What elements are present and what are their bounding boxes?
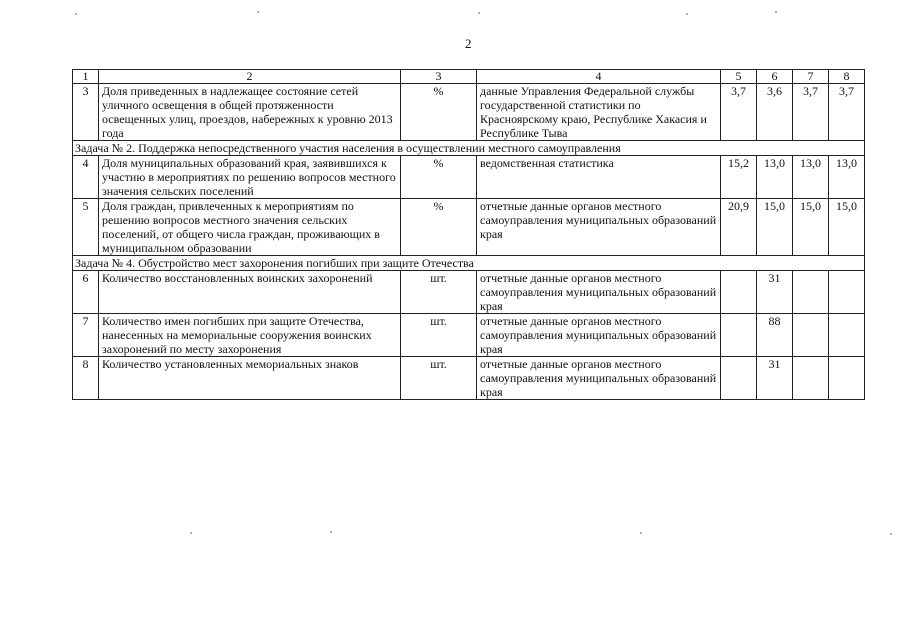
table-cell: 88 [757,314,793,357]
table-cell: 31 [757,357,793,400]
table-cell: Доля приведенных в надлежащее состояние сетей уличного освещения в общей протяженности освещенных улиц, проездов, набережных к уровню 2013 года [99,84,401,141]
scan-speck [257,11,259,13]
table-cell: 13,0 [757,156,793,199]
scan-speck [890,533,892,535]
scan-speck [686,13,688,15]
table-row [73,271,865,314]
scan-speck [75,13,77,15]
scan-speck [640,532,642,534]
table-row [73,357,865,400]
scan-speck [330,531,332,533]
table-row [73,199,865,256]
table-cell: отчетные данные органов местного самоуправления муниципальных образований края [477,199,721,256]
table-cell: % [401,156,477,199]
table-cell [829,314,865,357]
header-cell: 7 [793,70,829,84]
table-cell [721,271,757,314]
indicators-table [72,69,865,400]
page-number: 2 [465,36,472,51]
table-cell [793,271,829,314]
table-cell: Количество восстановленных воинских захоронений [99,271,401,314]
scan-speck [478,12,480,14]
table-cell: 15,0 [829,199,865,256]
header-cell: 5 [721,70,757,84]
task-heading: Задача № 4. Обустройство мест захоронения погибших при защите Отечества [73,256,865,271]
table-cell [829,271,865,314]
table-cell [793,314,829,357]
table-cell: 5 [73,199,99,256]
table-cell: % [401,84,477,141]
table-cell: ведомственная статистика [477,156,721,199]
task-row [73,141,865,156]
table-cell: 15,2 [721,156,757,199]
table-cell: 3,7 [829,84,865,141]
header-cell: 8 [829,70,865,84]
table-cell: 3 [73,84,99,141]
table-cell: Количество имен погибших при защите Отечества, нанесенных на мемориальные сооружения воинских захоронений по месту захоронения [99,314,401,357]
table-cell: 15,0 [757,199,793,256]
header-cell: 1 [73,70,99,84]
table-cell: отчетные данные органов местного самоуправления муниципальных образований края [477,314,721,357]
table-cell: шт. [401,357,477,400]
table-cell: 20,9 [721,199,757,256]
table-cell: 3,7 [721,84,757,141]
table-cell [793,357,829,400]
table-cell: 15,0 [793,199,829,256]
table-cell [721,314,757,357]
table-cell [829,357,865,400]
table-row [73,84,865,141]
table-cell: Доля муниципальных образований края, заявившихся к участию в мероприятиях по решению вопросов местного значения сельских поселений [99,156,401,199]
table-cell: отчетные данные органов местного самоуправления муниципальных образований края [477,357,721,400]
table-row [73,314,865,357]
header-cell: 2 [99,70,401,84]
table-row [73,156,865,199]
table-cell: шт. [401,314,477,357]
table-cell: шт. [401,271,477,314]
table-cell: 8 [73,357,99,400]
table-cell: 7 [73,314,99,357]
table-cell: % [401,199,477,256]
table-cell: Доля граждан, привлеченных к мероприятиям по решению вопросов местного значения сельских поселений, от общего числа граждан, проживающих в муниципальном образовании [99,199,401,256]
header-row [73,70,865,84]
scan-speck [190,532,192,534]
table-cell: 13,0 [829,156,865,199]
table-cell: 6 [73,271,99,314]
task-heading: Задача № 2. Поддержка непосредственного участия населения в осуществлении местного самоуправления [73,141,865,156]
table-cell: данные Управления Федеральной службы государственной статистики по Красноярскому краю, Республике Хакасия и Республике Тыва [477,84,721,141]
table-cell [721,357,757,400]
header-cell: 6 [757,70,793,84]
table-cell: 13,0 [793,156,829,199]
header-cell: 4 [477,70,721,84]
table-body [73,70,865,400]
header-cell: 3 [401,70,477,84]
task-row [73,256,865,271]
table-cell: отчетные данные органов местного самоуправления муниципальных образований края [477,271,721,314]
table-cell: 3,6 [757,84,793,141]
table-cell: Количество установленных мемориальных знаков [99,357,401,400]
scan-speck [775,11,777,13]
table-cell: 3,7 [793,84,829,141]
table-cell: 31 [757,271,793,314]
table-cell: 4 [73,156,99,199]
